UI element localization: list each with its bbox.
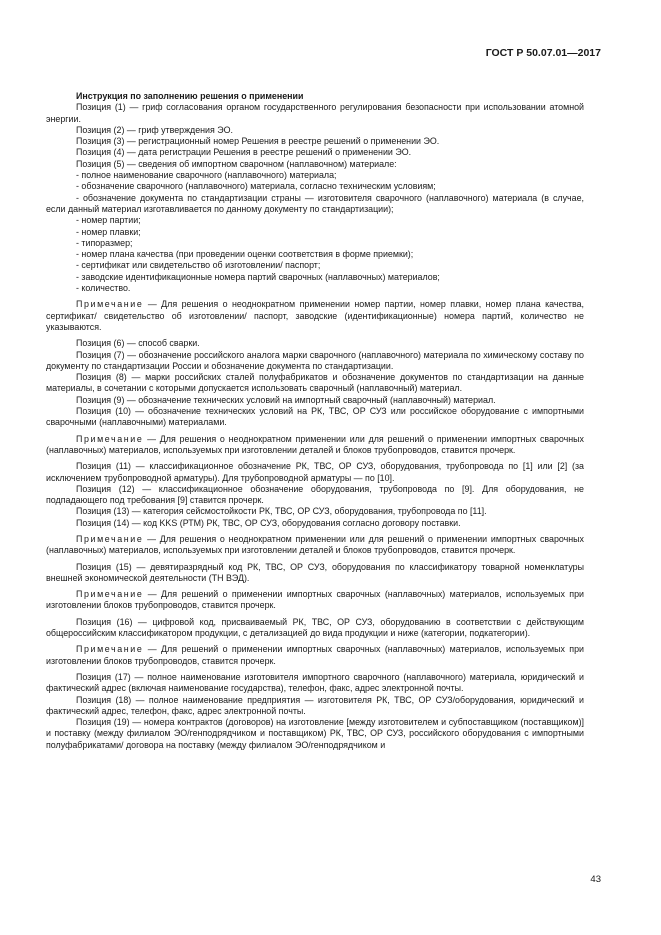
note-text: — Для решения о неоднократном применении номер партии, номер плавки, номер плана качества, сертификат/ свидетельство об изготовлении/ паспорт, заводские (идентификационные) номера партий, количество не указываются. xyxy=(46,299,584,332)
body-paragraph: - сертификат или свидетельство об изготовлении/ паспорт; xyxy=(76,260,321,271)
note-text: — Для решения о неоднократном применении или для решений о применении импортных сварочных (наплавочных) материалов, используемых при изготовлении деталей и блоков трубопроводов, ставится прочерк. xyxy=(46,433,584,455)
body-paragraph: Позиция (15) — девятиразрядный код РК, ТВС, ОР СУЗ, оборудования по классификатору товарной номенклатуры внешней экономической деятельности (ТН ВЭД). xyxy=(46,561,584,583)
note-label: Примечание xyxy=(76,433,144,444)
body-paragraph: - номер партии; xyxy=(76,215,141,226)
note-label: Примечание xyxy=(76,533,144,544)
body-paragraph: Позиция (6) — способ сварки. xyxy=(76,338,200,349)
body-paragraph: Позиция (8) — марки российских сталей полуфабрикатов и обозначение документов по стандартизации на данные материалы, в сочетании с которыми допускается использовать сварочный (наплавочный) материал. xyxy=(46,372,584,394)
note-paragraph xyxy=(46,534,584,557)
body-paragraph: - полное наименование сварочного (наплавочного) материала; xyxy=(76,170,337,181)
note-text: — Для решения о неоднократном применении или для решений о применении импортных сварочных (наплавочных) материалов, используемых при изготовлении деталей и блоков трубопроводов, ставится прочерк. xyxy=(46,533,584,556)
body-paragraph: Позиция (12) — классификационное обозначение оборудования, трубопровода по [9]. Для оборудования, не подпадающего под требования [9] ставится прочерк. xyxy=(46,483,584,506)
note-paragraph xyxy=(46,589,584,612)
body-paragraph: - номер плавки; xyxy=(76,226,141,237)
body-paragraph: - обозначение сварочного (наплавочного) материала, согласно техническим условиям; xyxy=(76,181,436,192)
body-paragraph: - заводские идентификационные номера партий сварочных (наплавочных) материалов; xyxy=(76,271,440,282)
note-label: Примечание xyxy=(76,644,144,655)
body-paragraph: Позиция (14) — код KKS (РТМ) РК, ТВС, ОР СУЗ, оборудования согласно договору поставки. xyxy=(76,517,461,528)
document-body xyxy=(46,91,584,751)
note-label: Примечание xyxy=(76,299,144,310)
body-paragraph: Позиция (10) — обозначение технических условий на РК, ТВС, ОР СУЗ или российское оборудование с импортными сварочными (наплавочными) материалами. xyxy=(46,406,584,428)
body-paragraph: Позиция (16) — цифровой код, присваиваемый РК, ТВС, ОР СУЗ, оборудованию в соответствии с действующим общероссийским классификатором продукции, с детализацией до вида продукции и ниже (категории, подкатегории). xyxy=(46,616,584,639)
body-paragraph: - обозначение документа по стандартизации страны — изготовителя сварочного (наплавочного) материала (в случае, если данный материал изготавливается по данному документу по стандартизации); xyxy=(46,192,584,214)
body-paragraph: Позиция (17) — полное наименование изготовителя импортного сварочного (наплавочного) материала, юридический и фактический адрес (включая наименование государства), телефон, факс, адрес электронной почты. xyxy=(46,671,584,694)
note-text: — Для решений о применении импортных сварочных (наплавочных) материалов, используемых при изготовлении блоков трубопроводов, ставится прочерк. xyxy=(46,644,584,666)
body-paragraph: Позиция (2) — гриф утверждения ЭО. xyxy=(76,124,234,135)
body-paragraph: Позиция (19) — номера контрактов (договоров) на изготовление [между изготовителем и субпоставщиком (поставщиком)] и поставку (между филиалом ЭО/генподрядчиком и поставщиком) РК, ТВС, ОР СУЗ, российского оборудования с импортными полуфабрикатами/ договора на поставку (между филиалом ЭО/генподрядчиком и xyxy=(46,717,584,750)
body-paragraph: Позиция (11) — классификационное обозначение РК, ТВС, ОР СУЗ, оборудования, трубопровода по [1] или [2] (за исключением трубопроводной арматуры). Для трубопроводной арматуры — по [10]. xyxy=(46,461,584,483)
note-paragraph xyxy=(46,644,584,667)
note-paragraph xyxy=(46,299,584,333)
document-code: ГОСТ Р 50.07.01—2017 xyxy=(485,47,601,59)
note-paragraph xyxy=(46,434,584,457)
body-paragraph: Позиция (13) — категория сейсмостойкости РК, ТВС, ОР СУЗ, оборудования, трубопровода по [11]. xyxy=(76,506,487,517)
body-paragraph: - количество. xyxy=(76,283,131,294)
body-paragraph: Позиция (4) — дата регистрации Решения в реестре решений о применении ЭО. xyxy=(76,147,412,158)
body-paragraph: Позиция (5) — сведения об импортном сварочном (наплавочном) материале: xyxy=(76,158,397,169)
note-label: Примечание xyxy=(76,589,144,600)
body-paragraph: - номер плана качества (при проведении оценки соответствия в форме приемки); xyxy=(76,249,414,260)
note-text: — Для решений о применении импортных сварочных (наплавочных) материалов, используемых при изготовлении блоков трубопроводов, ставится прочерк. xyxy=(46,589,584,611)
body-paragraph: - типоразмер; xyxy=(76,237,133,248)
body-paragraph: Позиция (18) — полное наименование предприятия — изготовителя РК, ТВС, ОР СУЗ/оборудования, юридический и фактический адрес, телефон, факс, адрес электронной почты. xyxy=(46,694,584,716)
body-paragraph: Позиция (1) — гриф согласования органом государственного регулирования безопасности при использовании атомной энергии. xyxy=(46,102,584,124)
body-paragraph: Позиция (3) — регистрационный номер Решения в реестре решений о применении ЭО. xyxy=(76,136,440,147)
paragraph-list xyxy=(46,102,584,751)
page-number: 43 xyxy=(590,874,601,885)
body-paragraph: Позиция (9) — обозначение технических условий на импортный сварочный (наплавочный) материал. xyxy=(76,394,496,405)
section-heading: Инструкция по заполнению решения о применении xyxy=(76,91,304,101)
body-paragraph: Позиция (7) — обозначение российского аналога марки сварочного (наплавочного) материала по химическому составу по документу по стандартизации России и обозначение документа по стандартизации. xyxy=(46,349,584,371)
